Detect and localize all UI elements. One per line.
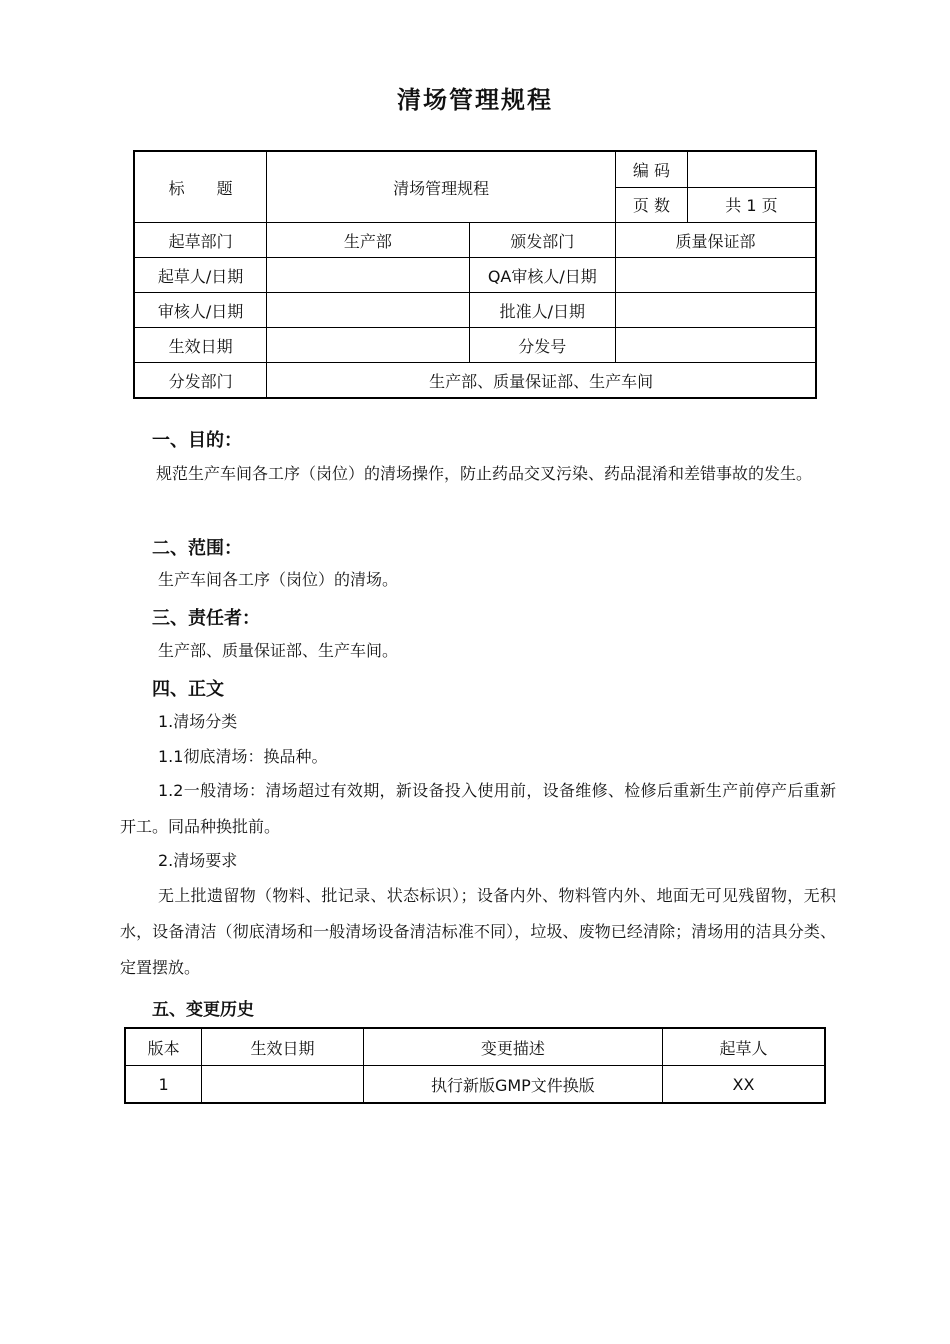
distribution-number-label: 分发号 <box>469 328 616 363</box>
history-cell-effective-date <box>202 1066 364 1104</box>
section-scope-text: 生产车间各工序（岗位）的清场。 <box>158 570 399 589</box>
qa-reviewer-label: QA审核人/日期 <box>469 258 616 293</box>
approver-label: 批准人/日期 <box>469 293 616 328</box>
effective-date-value <box>267 328 469 363</box>
history-header-description: 变更描述 <box>363 1028 662 1066</box>
effective-date-label: 生效日期 <box>134 328 267 363</box>
document-header-table <box>133 150 817 399</box>
code-value <box>687 151 816 187</box>
issue-dept-label: 颁发部门 <box>469 223 616 258</box>
history-header-effective-date: 生效日期 <box>202 1028 364 1066</box>
pages-label: 页 数 <box>616 187 688 223</box>
item-1-classification: 1.清场分类 <box>158 712 238 731</box>
title-label: 标 题 <box>134 151 267 223</box>
history-cell-version: 1 <box>125 1066 202 1104</box>
page-title: 清场管理规程 <box>397 86 553 114</box>
item-2-requirements: 2.清场要求 <box>158 851 238 870</box>
section-scope-heading: 二、范围： <box>152 538 242 559</box>
title-value: 清场管理规程 <box>267 151 616 223</box>
item-1-2-general-clearance: 1.2一般清场：清场超过有效期，新设备投入使用前，设备维修、检修后重新生产前停产后重新开工。同品种换批前。 <box>120 781 836 836</box>
qa-reviewer-value <box>616 258 816 293</box>
distribution-dept-value: 生产部、质量保证部、生产车间 <box>267 363 816 399</box>
code-label: 编 码 <box>616 151 688 187</box>
item-1-1-thorough-clearance: 1.1彻底清场：换品种。 <box>158 747 328 766</box>
section-body-heading: 四、正文 <box>152 679 224 700</box>
history-header-drafter: 起草人 <box>662 1028 825 1066</box>
history-header-row <box>125 1028 825 1066</box>
approver-value <box>616 293 816 328</box>
distribution-dept-label: 分发部门 <box>134 363 267 399</box>
draft-dept-label: 起草部门 <box>134 223 267 258</box>
history-header-version: 版本 <box>125 1028 202 1066</box>
distribution-number-value <box>616 328 816 363</box>
item-2-requirements-text: 无上批遗留物（物料、批记录、状态标识）；设备内外、物料管内外、地面无可见残留物，无积水，设备清洁（彻底清场和一般清场设备清洁标准不同），垃圾、废物已经清除；清场用的洁具分类、定置摆放。 <box>120 886 836 977</box>
pages-value: 共 1 页 <box>687 187 816 223</box>
reviewer-value <box>267 293 469 328</box>
reviewer-label: 审核人/日期 <box>134 293 267 328</box>
section-responsibility-heading: 三、责任者： <box>152 608 260 629</box>
drafter-label: 起草人/日期 <box>134 258 267 293</box>
drafter-value <box>267 258 469 293</box>
section-history-heading: 五、变更历史 <box>152 1000 254 1020</box>
history-cell-description: 执行新版GMP文件换版 <box>363 1066 662 1104</box>
section-purpose-heading: 一、目的： <box>152 430 242 451</box>
draft-dept-value: 生产部 <box>267 223 469 258</box>
section-purpose-text: 规范生产车间各工序（岗位）的清场操作，防止药品交叉污染、药品混淆和差错事故的发生。 <box>156 464 813 483</box>
issue-dept-value: 质量保证部 <box>616 223 816 258</box>
change-history-table <box>124 1027 826 1104</box>
history-cell-drafter: XX <box>662 1066 825 1104</box>
section-responsibility-text: 生产部、质量保证部、生产车间。 <box>158 641 399 660</box>
table-row <box>125 1066 825 1104</box>
